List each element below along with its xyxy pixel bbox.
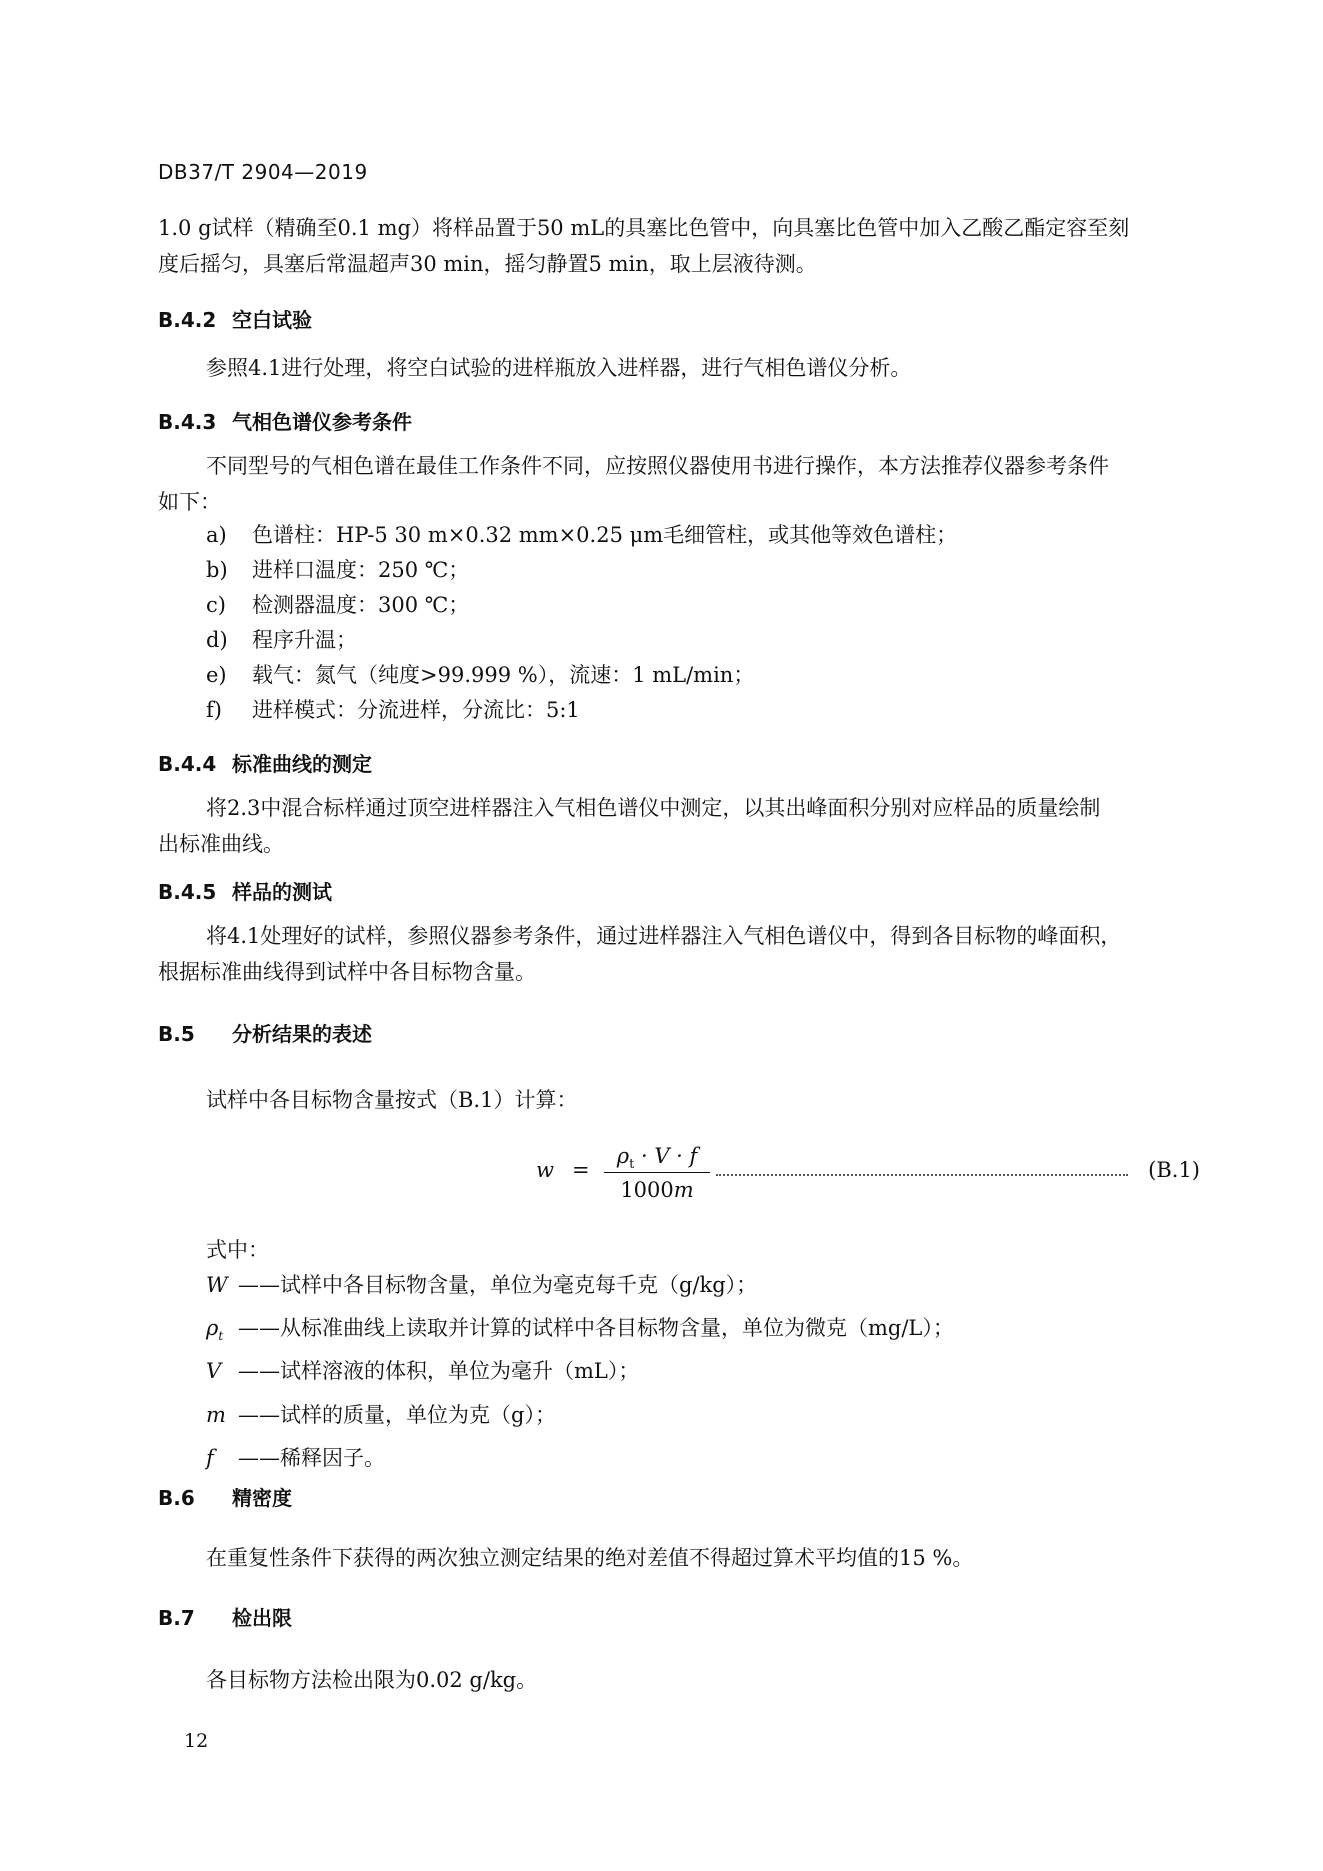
definition-item xyxy=(206,1398,1196,1441)
heading-b43 xyxy=(158,406,412,435)
heading-number: B.4.3 xyxy=(158,410,217,434)
heading-title: 分析结果的表述 xyxy=(232,1022,372,1046)
b42-paragraph: 参照4.1进行处理，将空白试验的进样瓶放入进样器，进行气相色谱仪分析。 xyxy=(206,356,912,380)
formula-lhs: w xyxy=(536,1158,554,1182)
symbol-text: ρ xyxy=(206,1316,219,1341)
heading-title: 检出限 xyxy=(232,1606,292,1630)
heading-number: B.6 xyxy=(158,1486,195,1510)
formula-fraction xyxy=(602,1140,712,1205)
page-number: 12 xyxy=(184,1730,209,1752)
definition-item xyxy=(206,1354,1196,1397)
list-item xyxy=(206,658,1196,693)
formula-denominator xyxy=(602,1173,712,1205)
b45-line: 将4.1处理好的试样，参照仪器参考条件，通过进样器注入气相色谱仪中，得到各目标物的峰面积， xyxy=(206,924,1122,948)
b43-paragraph xyxy=(158,448,1198,520)
heading-number: B.7 xyxy=(158,1606,195,1630)
heading-b5 xyxy=(158,1018,372,1047)
heading-b42 xyxy=(158,304,312,333)
definition-text: ——稀释因子。 xyxy=(238,1445,385,1470)
definition-text: ——试样中各目标物含量，单位为毫克每千克（g/kg）； xyxy=(238,1273,758,1297)
b7-paragraph: 各目标物方法检出限为0.02 g/kg。 xyxy=(206,1668,538,1692)
list-marker: f) xyxy=(206,698,222,722)
heading-title: 样品的测试 xyxy=(232,880,332,904)
variable-symbol xyxy=(206,1268,238,1311)
heading-b7 xyxy=(158,1602,292,1631)
b6-paragraph: 在重复性条件下获得的两次独立测定结果的绝对差值不得超过算术平均值的15 %。 xyxy=(206,1546,974,1570)
list-text: 色谱柱：HP-5 30 m×0.32 mm×0.25 μm毛细管柱，或其他等效色谱柱； xyxy=(252,523,958,547)
symbol-text: W xyxy=(206,1273,228,1297)
list-text: 载气：氮气（纯度>99.999 %），流速：1 mL/min； xyxy=(252,663,755,687)
heading-title: 精密度 xyxy=(232,1486,292,1510)
list-text: 进样模式：分流进样，分流比：5:1 xyxy=(252,698,580,722)
definition-text: ——从标准曲线上读取并计算的试样中各目标物含量，单位为微克（mg/L）； xyxy=(238,1316,954,1341)
intro-paragraph xyxy=(158,210,1198,282)
heading-number: B.4.2 xyxy=(158,308,217,332)
intro-line: 度后摇匀，具塞后常温超声30 min，摇匀静置5 min，取上层液待测。 xyxy=(158,252,817,276)
variable-symbol xyxy=(206,1354,238,1397)
definition-text: ——试样溶液的体积，单位为毫升（mL）； xyxy=(238,1359,640,1384)
symbol-text: f xyxy=(206,1445,214,1470)
variable-definitions xyxy=(206,1268,1196,1484)
heading-b6 xyxy=(158,1482,292,1511)
symbol-text: V xyxy=(206,1359,222,1384)
where-label: 式中： xyxy=(206,1238,269,1262)
formula-tag: (B.1) xyxy=(1148,1158,1200,1182)
list-text: 进样口温度：250 ℃； xyxy=(252,558,470,582)
b44-paragraph xyxy=(158,790,1198,862)
list-marker: e) xyxy=(206,663,227,687)
variable-symbol xyxy=(206,1398,238,1441)
standard-code-header: DB37/T 2904—2019 xyxy=(158,160,368,184)
formula-rho-subscript: t xyxy=(629,1157,635,1173)
list-marker: c) xyxy=(206,593,226,617)
heading-number: B.5 xyxy=(158,1022,195,1046)
formula-numerator xyxy=(602,1140,712,1172)
definition-item xyxy=(206,1311,1196,1354)
list-item xyxy=(206,693,1196,728)
list-item xyxy=(206,518,1196,553)
b45-paragraph xyxy=(158,918,1198,990)
conditions-list xyxy=(206,518,1196,728)
heading-b44 xyxy=(158,748,372,777)
heading-title: 气相色谱仪参考条件 xyxy=(232,410,412,434)
heading-b45 xyxy=(158,876,332,905)
list-item xyxy=(206,553,1196,588)
b44-line: 出标准曲线。 xyxy=(158,832,284,856)
list-text: 检测器温度：300 ℃； xyxy=(252,593,470,617)
heading-title: 空白试验 xyxy=(232,308,312,332)
formula-denominator-number: 1000 xyxy=(620,1178,674,1202)
b44-line: 将2.3中混合标样通过顶空进样器注入气相色谱仪中测定，以其出峰面积分别对应样品的质量绘制 xyxy=(206,796,1101,820)
formula-numerator-rest: · V · f xyxy=(634,1144,698,1168)
list-item xyxy=(206,588,1196,623)
list-text: 程序升温； xyxy=(252,628,357,652)
list-marker: a) xyxy=(206,523,227,547)
heading-number: B.4.4 xyxy=(158,752,217,776)
dot-leader xyxy=(716,1174,1128,1176)
symbol-subscript: t xyxy=(218,1329,224,1344)
b43-line: 如下： xyxy=(158,490,221,514)
definition-item xyxy=(206,1268,1196,1311)
list-marker: b) xyxy=(206,558,228,582)
b5-paragraph: 试样中各目标物含量按式（B.1）计算： xyxy=(206,1088,578,1112)
formula-denominator-var: m xyxy=(673,1178,694,1202)
formula-rho: ρ xyxy=(616,1144,630,1168)
heading-number: B.4.5 xyxy=(158,880,217,904)
list-item xyxy=(206,623,1196,658)
heading-title: 标准曲线的测定 xyxy=(232,752,372,776)
b43-line: 不同型号的气相色谱在最佳工作条件不同，应按照仪器使用书进行操作，本方法推荐仪器参考条件 xyxy=(206,454,1109,478)
definition-text: ——试样的质量，单位为克（g）； xyxy=(238,1402,556,1427)
definition-item xyxy=(206,1441,1196,1484)
variable-symbol xyxy=(206,1441,238,1484)
intro-line: 1.0 g试样（精确至0.1 mg）将样品置于50 mL的具塞比色管中，向具塞比色管中加入乙酸乙酯定容至刻 xyxy=(158,216,1130,240)
list-marker: d) xyxy=(206,628,228,652)
b45-line: 根据标准曲线得到试样中各目标物含量。 xyxy=(158,960,536,984)
variable-symbol xyxy=(206,1311,238,1354)
formula-b1 xyxy=(536,1140,1200,1210)
symbol-text: m xyxy=(206,1402,226,1427)
formula-equals: = xyxy=(572,1158,590,1182)
